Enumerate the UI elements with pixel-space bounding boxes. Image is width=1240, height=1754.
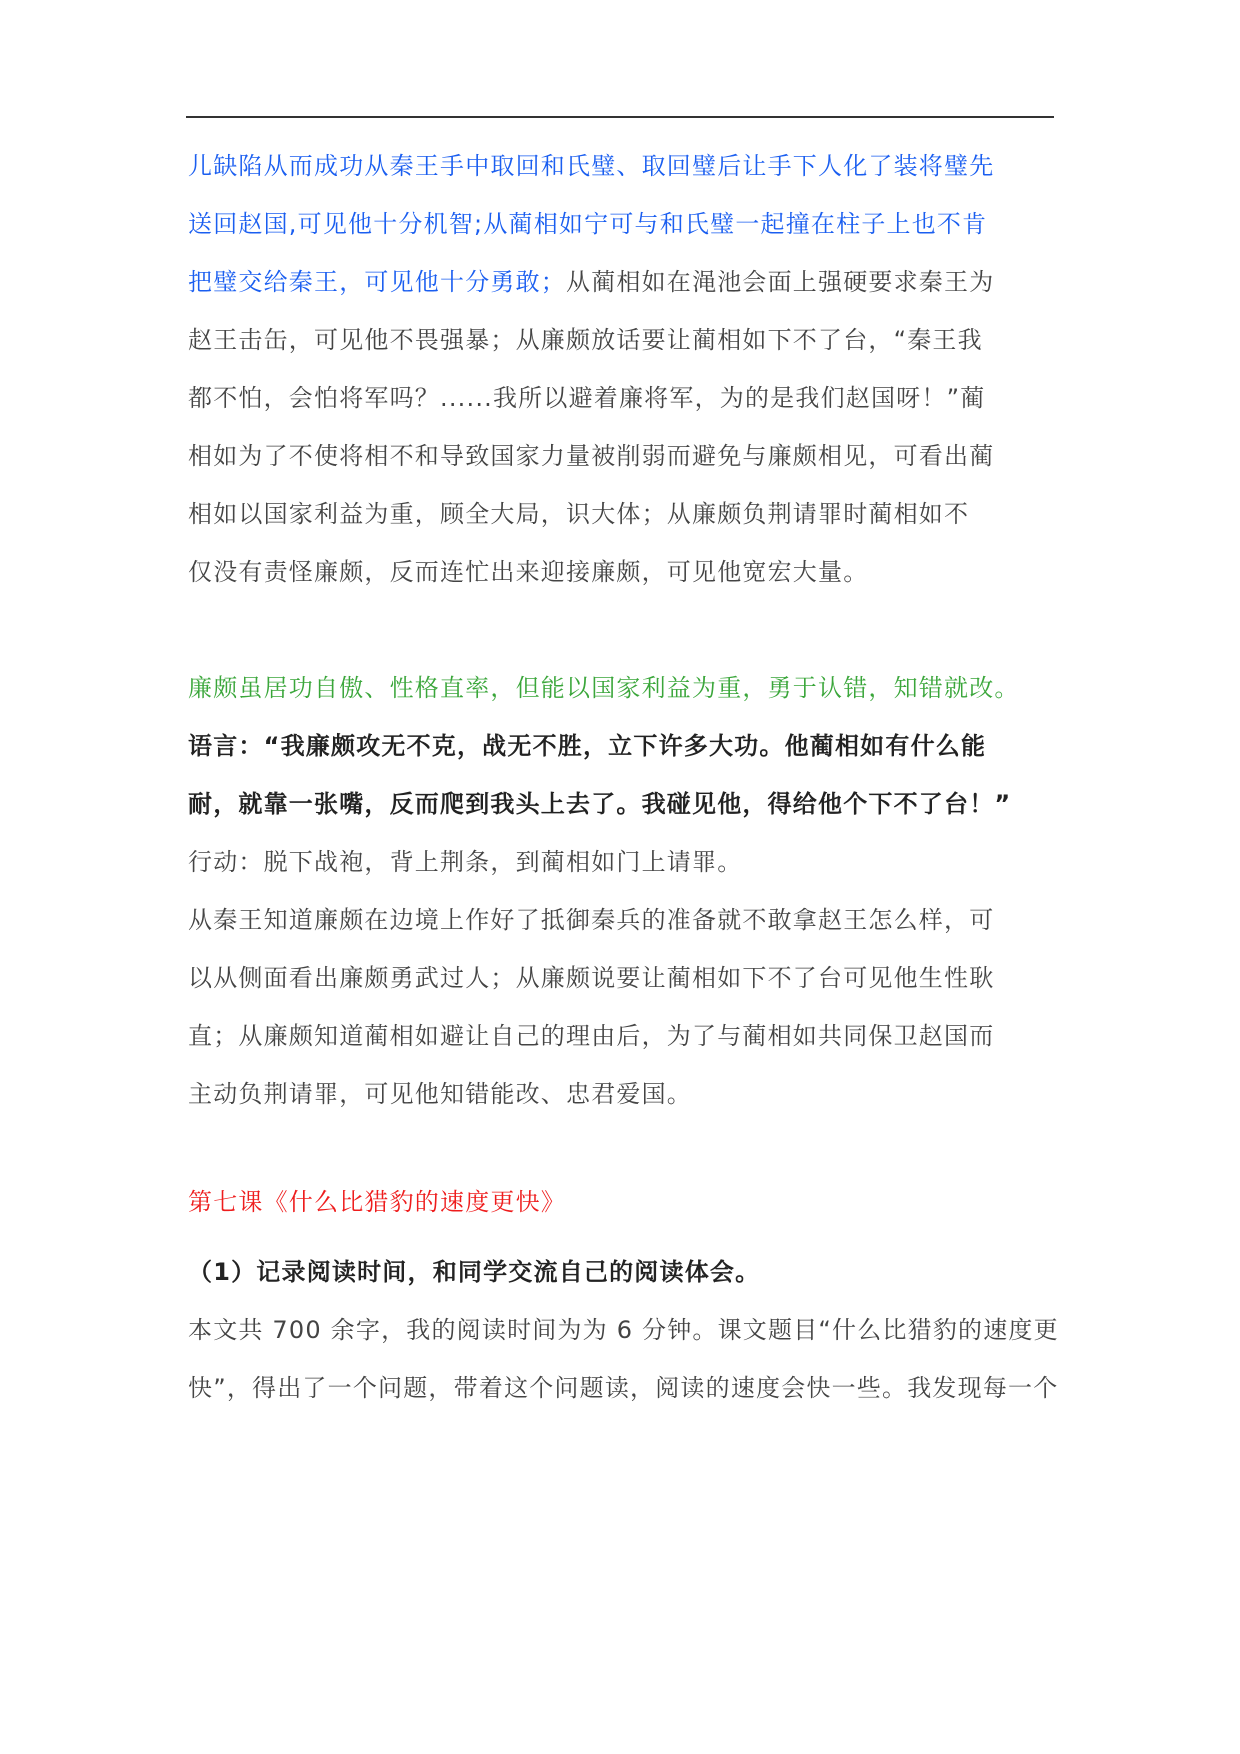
paragraph2-line-1: 从秦王知道廉颇在边境上作好了抵御秦兵的准备就不敢拿赵王怎么样，可 [188, 906, 995, 934]
lesson-title: 第七课《什么比猎豹的速度更快》 [188, 1188, 566, 1216]
language-line-2: 耐，就靠一张嘴，反而爬到我头上去了。我碰见他，得给他个下不了台！” [188, 790, 1012, 818]
paragraph1-line-5: 都不怕，会怕将军吗？......我所以避着廉将军，为的是我们赵国呀！”蔺 [188, 384, 986, 412]
paragraph1-line-7: 相如以国家利益为重，顾全大局，识大体；从廉颇负荆请罪时蔺相如不 [188, 500, 970, 528]
lianpo-summary: 廉颇虽居功自傲、性格直率，但能以国家利益为重，勇于认错，知错就改。 [188, 674, 1020, 702]
paragraph1-line-2: 送回赵国,可见他十分机智;从蔺相如宁可与和氏璧一起撞在柱子上也不肯 [188, 210, 988, 238]
paragraph1-line-6: 相如为了不使将相不和导致国家力量被削弱而避免与廉颇相见，可看出蔺 [188, 442, 995, 470]
header-rule [186, 116, 1054, 118]
paragraph1-line-8: 仅没有责怪廉颇，反而连忙出来迎接廉颇，可见他宽宏大量。 [188, 558, 869, 586]
answer1-line-2: 快”，得出了一个问题，带着这个问题读，阅读的速度会快一些。我发现每一个 [188, 1374, 1059, 1402]
language-line-1: 语言：“我廉颇攻无不克，战无不胜，立下许多大功。他蔺相如有什么能 [188, 732, 987, 760]
paragraph1-line-3 [188, 266, 1058, 298]
paragraph1-line-4: 赵王击缶，可见他不畏强暴；从廉颇放话要让蔺相如下不了台，“秦王我 [188, 326, 983, 354]
paragraph1-line-1: 儿缺陷从而成功从秦王手中取回和氏璧、取回璧后让手下人化了装将璧先 [188, 152, 995, 180]
paragraph2-line-2: 以从侧面看出廉颇勇武过人；从廉颇说要让蔺相如下不了台可见他生性耿 [188, 964, 995, 992]
action-line: 行动：脱下战袍，背上荆条，到蔺相如门上请罪。 [188, 848, 743, 876]
paragraph2-line-4: 主动负荆请罪，可见他知错能改、忠君爱国。 [188, 1080, 692, 1108]
paragraph1-line-3-blue: 把璧交给秦王，可见他十分勇敢； [188, 268, 566, 296]
paragraph2-line-3: 直；从廉颇知道蔺相如避让自己的理由后，为了与蔺相如共同保卫赵国而 [188, 1022, 995, 1050]
answer1-line-1: 本文共 700 余字，我的阅读时间为为 6 分钟。课文题目“什么比猎豹的速度更 [188, 1316, 1059, 1344]
question-1: （1）记录阅读时间，和同学交流自己的阅读体会。 [188, 1258, 761, 1286]
paragraph1-line-3-gray: 从蔺相如在渑池会面上强硬要求秦王为 [566, 268, 995, 296]
